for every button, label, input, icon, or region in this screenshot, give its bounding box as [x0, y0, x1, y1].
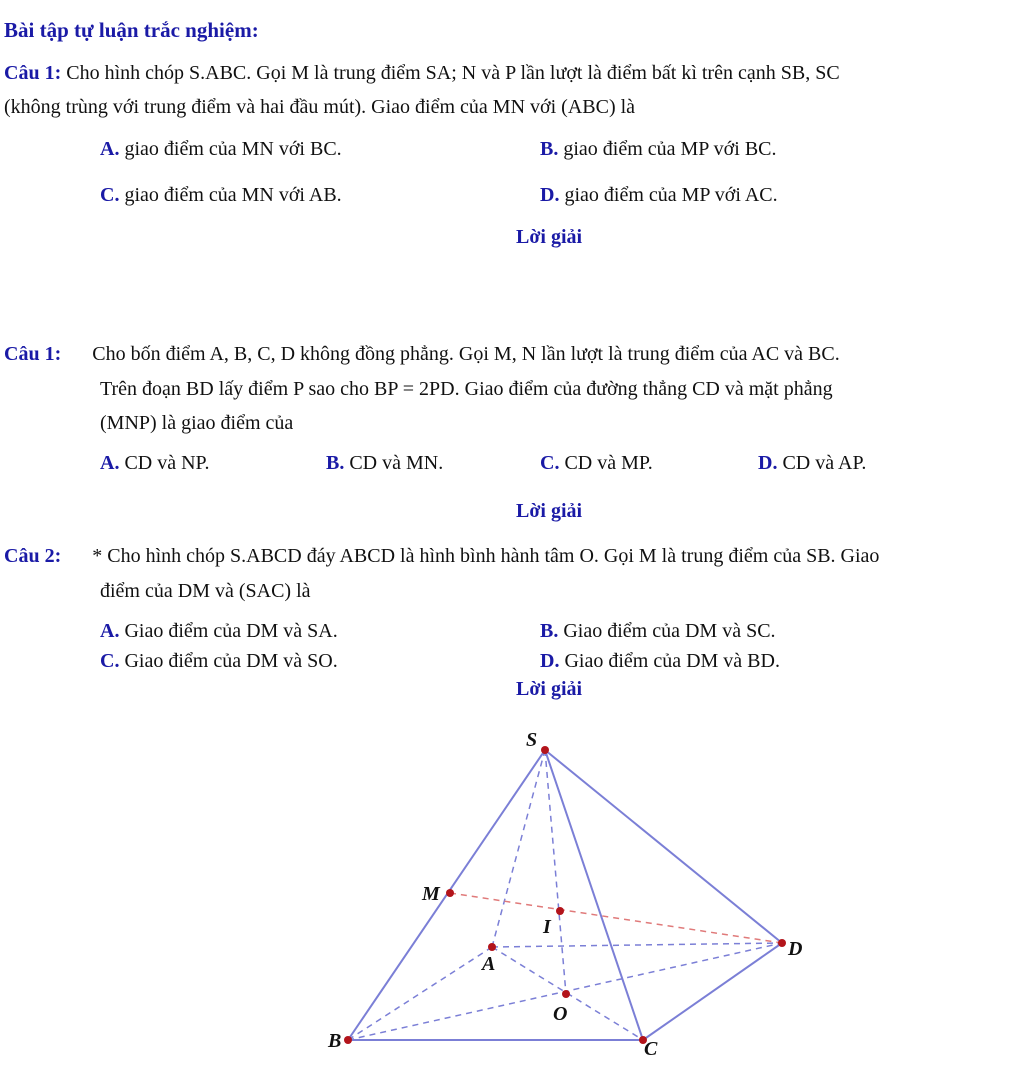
q2-label: Câu 1:: [4, 343, 62, 365]
q2-text-1: Cho bốn điểm A, B, C, D không đồng phẳng. Gọi M, N lần lượt là trung điểm của AC và BC.: [92, 343, 840, 365]
q3-text-1: * Cho hình chóp S.ABCD đáy ABCD là hình bình hành tâm O. Gọi M là trung điểm của SB. Giao: [92, 545, 880, 567]
q1-option-a[interactable]: A. giao điểm của MN với BC.: [100, 138, 342, 160]
q3-label: Câu 2:: [4, 545, 62, 567]
label-b: B: [328, 1030, 342, 1052]
q3-option-a[interactable]: A. Giao điểm của DM và SA.: [100, 620, 338, 642]
label-i: I: [543, 916, 551, 938]
point-d: [778, 939, 786, 947]
q3-solution-heading: Lời giải: [516, 678, 583, 700]
label-d: D: [788, 938, 803, 960]
q2-option-a[interactable]: A. CD và NP.: [100, 452, 210, 474]
segment-so: [545, 750, 566, 994]
point-b: [344, 1036, 352, 1044]
q2-solution-heading: Lời giải: [516, 500, 583, 522]
edge-sc: [545, 750, 643, 1040]
page-title: Bài tập tự luận trắc nghiệm:: [4, 18, 259, 42]
q1-option-c[interactable]: C. giao điểm của MN với AB.: [100, 184, 342, 206]
label-m: M: [422, 883, 440, 905]
q3-option-c[interactable]: C. Giao điểm của DM và SO.: [100, 650, 338, 672]
q1-option-d[interactable]: D. giao điểm của MP với AC.: [540, 184, 778, 206]
point-m: [446, 889, 454, 897]
segment-md: [450, 893, 782, 943]
q1-solution-heading: Lời giải: [516, 226, 583, 248]
q3-text-2: điểm của DM và (SAC) là: [100, 580, 311, 602]
edge-ab: [348, 947, 492, 1040]
label-c: C: [644, 1038, 658, 1060]
label-s: S: [526, 729, 538, 751]
q2-text-2: Trên đoạn BD lấy điểm P sao cho BP = 2PD. Giao điểm của đường thẳng CD và mặt phẳng: [100, 378, 833, 400]
q1-option-b[interactable]: B. giao điểm của MP với BC.: [540, 138, 777, 160]
edge-cd: [643, 943, 782, 1040]
point-a: [488, 943, 496, 951]
label-a: A: [482, 953, 496, 975]
point-o: [562, 990, 570, 998]
q2-text-3: (MNP) là giao điểm của: [100, 412, 294, 434]
q3-option-d[interactable]: D. Giao điểm của DM và BD.: [540, 650, 780, 672]
q1-text-1: Cho hình chóp S.ABC. Gọi M là trung điểm SA; N và P lần lượt là điểm bất kì trên cạnh SB, SC: [66, 62, 840, 84]
q2-option-c[interactable]: C. CD và MP.: [540, 452, 653, 474]
edge-sb: [348, 750, 545, 1040]
label-o: O: [553, 1003, 568, 1025]
q1-text-2: (không trùng với trung điểm và hai đầu mút). Giao điểm của MN với (ABC) là: [4, 96, 636, 118]
q1-label: Câu 1:: [4, 62, 62, 84]
point-i: [556, 907, 564, 915]
point-s: [541, 746, 549, 754]
q3-option-b[interactable]: B. Giao điểm của DM và SC.: [540, 620, 776, 642]
q2-option-b[interactable]: B. CD và MN.: [326, 452, 444, 474]
edge-sa: [492, 750, 545, 947]
edge-ad: [492, 943, 782, 947]
edge-sd: [545, 750, 782, 943]
q2-option-d[interactable]: D. CD và AP.: [758, 452, 867, 474]
